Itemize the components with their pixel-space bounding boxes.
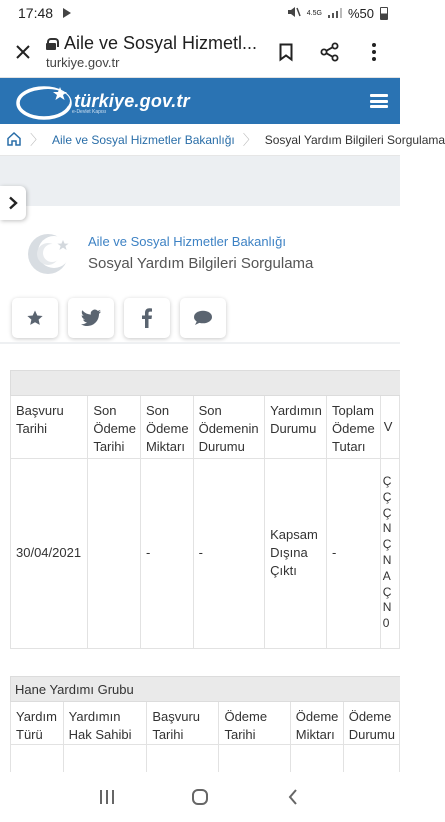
column-header: Yardımın Durumu [265,396,327,458]
back-chevron-icon [287,788,299,806]
close-icon [15,44,31,60]
column-header: Son Ödeme Miktarı [140,396,193,458]
institution-header [22,228,382,278]
divider [0,342,400,344]
back-button[interactable] [273,777,313,817]
breadcrumb-item-ministry[interactable]: Aile ve Sosyal Hizmetler Bakanlığı [52,132,235,147]
breadcrumb-separator-icon: 〉 [30,131,44,148]
hamburger-menu-icon[interactable] [370,94,388,108]
household-aid-table-title: Hane Yardımı Grubu [10,676,400,702]
household-aid-data-table [10,702,400,781]
star-icon [26,309,44,327]
table-cell: - [140,458,193,648]
signal-icon [328,8,342,18]
recent-apps-icon [98,789,116,805]
site-logo-subtext: e-Devlet Kapısı [72,109,107,115]
social-aid-data-table [10,396,400,649]
social-aid-table [10,370,400,649]
page-top-band [0,156,400,206]
twitter-share-button[interactable] [68,298,114,338]
browser-page-title: Aile ve Sosyal Hizmetl... [64,33,258,53]
system-navigation-bar [0,772,400,822]
column-header: Son Ödemenin Durumu [193,396,265,458]
twitter-icon [80,309,102,327]
side-panel-toggle-button[interactable] [0,186,26,220]
column-header: Başvuru Tarihi [11,396,88,458]
share-icon [320,42,340,62]
home-button[interactable] [180,777,220,817]
battery-icon [380,7,388,20]
column-header: Son Ödeme Tarihi [88,396,141,458]
breadcrumb-separator-icon: 〉 [242,131,257,148]
column-header: Toplam Ödeme Tutarı [327,396,381,458]
column-header: Ödeme Tarihi [219,702,290,745]
breadcrumb [0,124,445,156]
table-cell: - [193,458,265,648]
address-bar[interactable] [46,33,266,70]
table-header-row [11,396,400,458]
column-header: Yardımın Hak Sahibi [63,702,147,745]
institution-name[interactable]: Aile ve Sosyal Hizmetler Bakanlığı [88,234,286,249]
home-icon[interactable] [6,131,22,149]
favorite-button[interactable] [12,298,58,338]
chevron-right-icon [8,196,18,210]
status-bar [0,0,400,26]
column-header: Ödeme Durumu [343,702,399,745]
browser-menu-button[interactable] [354,32,394,72]
media-play-icon [63,8,71,18]
site-logo[interactable] [14,81,190,121]
column-header: Yardım Türü [11,702,64,745]
battery-text: %50 [347,5,374,21]
table-cell: Kapsam Dışına Çıktı [265,458,327,648]
share-buttons [12,298,226,338]
table-cell: 30/04/2021 [11,458,88,648]
site-header [0,78,400,124]
share-page-button[interactable] [310,32,350,72]
facebook-icon [142,308,152,328]
site-logo-text: türkiye.gov.tr [74,90,190,111]
crescent-star-logo-icon [14,81,70,121]
status-time: 17:48 [18,5,54,21]
table-cell-partial: Ç Ç Ç N Ç N A Ç N 0 [380,458,399,648]
column-header: Başvuru Tarihi [147,702,219,745]
home-circle-icon [191,788,209,806]
column-header: Ödeme Miktarı [290,702,343,745]
bookmark-button[interactable] [266,32,306,72]
recent-apps-button[interactable] [87,777,127,817]
table-header-row [11,702,400,745]
close-tab-button[interactable] [0,26,46,78]
lock-icon [46,38,56,50]
table-cell [88,458,141,648]
facebook-share-button[interactable] [124,298,170,338]
comment-button[interactable] [180,298,226,338]
browser-url: turkiye.gov.tr [46,55,120,70]
mute-icon [287,6,301,21]
household-aid-table [10,676,400,781]
network-type-label: 4.5G [306,9,322,17]
table-row [11,458,400,648]
breadcrumb-item-current: Sosyal Yardım Bilgileri Sorgulama [264,132,445,147]
comment-icon [193,310,213,326]
more-vertical-icon [371,42,377,62]
table-caption-band [10,370,400,396]
browser-toolbar [0,26,400,78]
table-cell: - [327,458,381,648]
page-title: Sosyal Yardım Bilgileri Sorgulama [88,255,314,272]
institution-logo-icon [22,228,76,278]
column-header: V [380,396,399,458]
bookmark-icon [279,43,293,61]
